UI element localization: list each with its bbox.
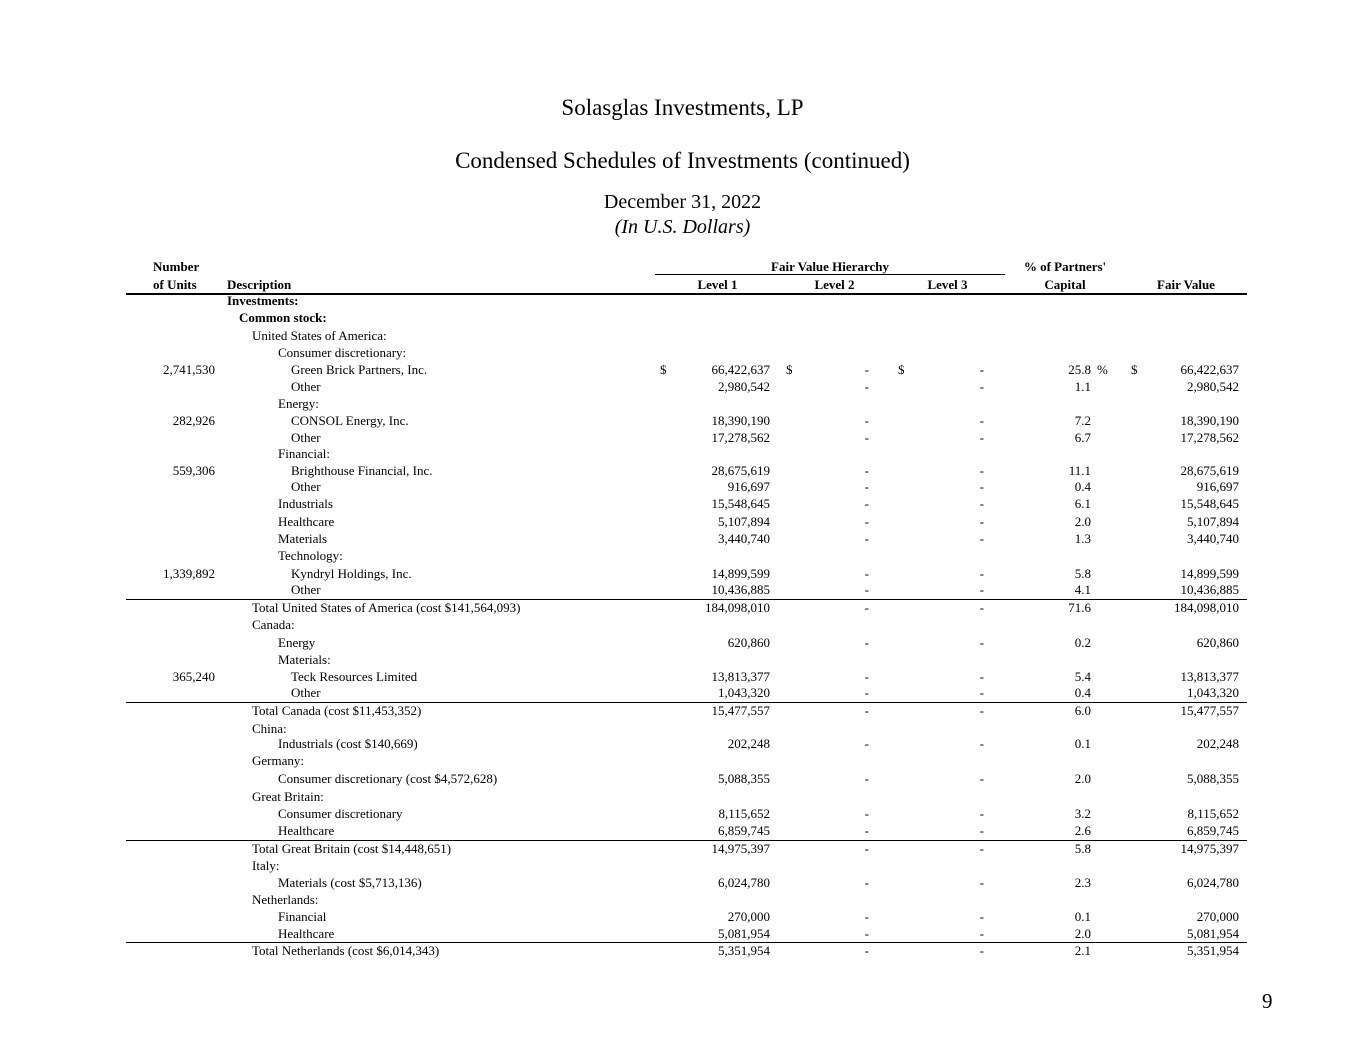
percent-sign: %	[1097, 362, 1108, 377]
description-cell: CONSOL Energy, Inc.	[291, 413, 409, 428]
table-row	[0, 616, 1365, 633]
level3-cell: -	[979, 841, 984, 856]
description-cell: Other	[291, 430, 321, 445]
table-row	[0, 874, 1365, 891]
table-row	[0, 395, 1365, 412]
description-cell: Financial:	[278, 446, 330, 461]
table-row	[0, 429, 1365, 446]
pct-capital-cell: 6.1	[1074, 496, 1091, 511]
table-row	[0, 378, 1365, 395]
description-cell: Brighthouse Financial, Inc.	[291, 463, 433, 478]
fair-value-cell: 18,390,190	[1180, 413, 1239, 428]
level3-cell: -	[979, 736, 984, 751]
level1-cell: 202,248	[727, 736, 770, 751]
level1-cell: 6,024,780	[718, 875, 770, 890]
level2-cell: -	[864, 582, 869, 597]
level1-cell: 1,043,320	[718, 685, 770, 700]
table-row	[0, 942, 1365, 959]
description-cell: Consumer discretionary:	[278, 345, 407, 360]
fair-value-cell: 6,859,745	[1187, 823, 1239, 838]
fair-value-cell: 1,043,320	[1187, 685, 1239, 700]
table-row	[0, 752, 1365, 769]
level3-cell: -	[979, 566, 984, 581]
level2-cell: -	[864, 926, 869, 941]
level3-cell: -	[979, 413, 984, 428]
pct-capital-cell: 7.2	[1074, 413, 1091, 428]
level1-cell: 3,440,740	[718, 531, 770, 546]
level2-cell: -	[864, 823, 869, 838]
description-cell: Other	[291, 685, 321, 700]
table-row	[0, 581, 1365, 598]
fair-value-cell: 5,088,355	[1187, 771, 1239, 786]
pct-capital-cell: 0.2	[1074, 635, 1091, 650]
level1-cell: 17,278,562	[711, 430, 770, 445]
level1-cell: 5,107,894	[718, 514, 770, 529]
level2-cell: -	[864, 496, 869, 511]
level2-cell: -	[864, 771, 869, 786]
units-cell: 559,306	[172, 463, 215, 478]
description-cell: Healthcare	[278, 514, 335, 529]
table-row	[0, 925, 1365, 942]
report-title: Condensed Schedules of Investments (continued)	[455, 148, 910, 173]
fair-value-cell: 14,975,397	[1180, 841, 1239, 856]
level1-cell: 10,436,885	[711, 582, 770, 597]
pct-capital-cell: 0.1	[1074, 736, 1091, 751]
table-row	[0, 822, 1365, 839]
level2-cell: -	[864, 514, 869, 529]
fair-value-cell: 3,440,740	[1187, 531, 1239, 546]
table-row	[0, 513, 1365, 530]
description-cell: Total United States of America (cost $141,564,093)	[252, 600, 521, 615]
fair-value-cell: 15,548,645	[1180, 496, 1239, 511]
report-date: December 31, 2022	[603, 191, 762, 213]
fair-value-cell: 620,860	[1196, 635, 1239, 650]
level1-cell: 13,813,377	[711, 669, 770, 684]
table-row	[0, 361, 1365, 378]
table-row	[0, 857, 1365, 874]
level2-cell: -	[864, 736, 869, 751]
level3-cell: -	[979, 703, 984, 718]
level3-cell: -	[979, 463, 984, 478]
level1-cell: 18,390,190	[711, 413, 770, 428]
description-cell: Consumer discretionary (cost $4,572,628)	[278, 771, 498, 786]
table-row	[0, 412, 1365, 429]
level2-cell: -	[864, 566, 869, 581]
level2-cell: -	[864, 703, 869, 718]
table-row	[0, 908, 1365, 925]
table-row	[0, 651, 1365, 668]
table-row	[0, 292, 1365, 309]
fair-value-cell: 66,422,637	[1180, 362, 1239, 377]
pct-capital-cell: 5.8	[1074, 841, 1091, 856]
level3-cell: -	[979, 430, 984, 445]
header-level2: Level 2	[814, 277, 855, 292]
level3-cell: -	[979, 926, 984, 941]
fair-value-cell: 5,107,894	[1187, 514, 1239, 529]
description-cell: China:	[252, 721, 287, 736]
dollar-sign: $	[660, 362, 667, 377]
header-level3: Level 3	[927, 277, 968, 292]
header-description: Description	[227, 277, 292, 292]
level1-cell: 620,860	[727, 635, 770, 650]
total-rule-canada	[126, 702, 1247, 703]
level2-cell: -	[864, 943, 869, 958]
description-cell: Teck Resources Limited	[291, 669, 418, 684]
fair-value-cell: 14,899,599	[1180, 566, 1239, 581]
description-cell: Financial	[278, 909, 327, 924]
pct-capital-cell: 0.4	[1074, 685, 1091, 700]
fair-value-cell: 5,351,954	[1187, 943, 1239, 958]
pct-capital-cell: 2.3	[1074, 875, 1091, 890]
pct-capital-cell: 4.1	[1074, 582, 1091, 597]
level3-cell: -	[979, 496, 984, 511]
level3-cell: -	[979, 531, 984, 546]
level3-cell: -	[979, 669, 984, 684]
pct-capital-cell: 1.3	[1074, 531, 1091, 546]
level2-cell: -	[864, 413, 869, 428]
level1-cell: 14,899,599	[711, 566, 770, 581]
level3-cell: -	[979, 362, 984, 377]
description-cell: Consumer discretionary	[278, 806, 403, 821]
header-pct-partners: % of Partners'	[1023, 259, 1107, 274]
level1-cell: 6,859,745	[718, 823, 770, 838]
table-row	[0, 634, 1365, 651]
description-cell: Energy	[278, 635, 316, 650]
description-cell: United States of America:	[252, 328, 387, 343]
description-cell: Industrials (cost $140,669)	[278, 736, 418, 751]
level1-cell: 5,081,954	[718, 926, 770, 941]
total-rule-netherlands	[126, 942, 1247, 943]
pct-capital-cell: 5.4	[1074, 669, 1091, 684]
units-cell: 2,741,530	[163, 362, 215, 377]
fair-value-cell: 15,477,557	[1180, 703, 1239, 718]
description-cell: Energy:	[278, 396, 319, 411]
pct-capital-cell: 0.1	[1074, 909, 1091, 924]
fair-value-cell: 13,813,377	[1180, 669, 1239, 684]
units-cell: 365,240	[172, 669, 215, 684]
company-name: Solasglas Investments, LP	[561, 95, 804, 120]
header-capital: Capital	[1044, 277, 1086, 292]
description-cell: Materials	[278, 531, 328, 546]
pct-capital-cell: 6.7	[1074, 430, 1091, 445]
table-row	[0, 805, 1365, 822]
header-number: Number	[153, 259, 200, 274]
fair-value-cell: 8,115,652	[1187, 806, 1239, 821]
description-cell: Healthcare	[278, 926, 335, 941]
description-cell: Germany:	[252, 753, 304, 768]
units-cell: 282,926	[172, 413, 215, 428]
level3-cell: -	[979, 685, 984, 700]
description-cell: Other	[291, 379, 321, 394]
level2-cell: -	[864, 635, 869, 650]
table-row	[0, 702, 1365, 719]
level2-cell: -	[864, 479, 869, 494]
fair-value-cell: 202,248	[1196, 736, 1239, 751]
pct-capital-cell: 2.6	[1074, 823, 1091, 838]
table-row	[0, 344, 1365, 361]
pct-capital-cell: 25.8	[1068, 362, 1091, 377]
fair-value-cell: 2,980,542	[1187, 379, 1239, 394]
level1-cell: 2,980,542	[718, 379, 770, 394]
header-level1: Level 1	[697, 277, 738, 292]
pct-capital-cell: 2.1	[1074, 943, 1091, 958]
level1-cell: 15,477,557	[711, 703, 770, 718]
level3-cell: -	[979, 600, 984, 615]
pct-capital-cell: 1.1	[1074, 379, 1091, 394]
hierarchy-underline	[655, 274, 1005, 275]
pct-capital-cell: 11.1	[1068, 463, 1091, 478]
table-row	[0, 668, 1365, 685]
table-row	[0, 788, 1365, 805]
table-row	[0, 735, 1365, 752]
level3-cell: -	[979, 823, 984, 838]
level2-cell: -	[864, 531, 869, 546]
level3-cell: -	[979, 943, 984, 958]
level2-cell: -	[864, 806, 869, 821]
description-cell: Italy:	[252, 858, 280, 873]
description-cell: Materials (cost $5,713,136)	[278, 875, 422, 890]
table-row	[0, 770, 1365, 787]
level1-cell: 14,975,397	[711, 841, 770, 856]
table-row	[0, 445, 1365, 462]
level1-cell: 270,000	[727, 909, 770, 924]
pct-capital-cell: 2.0	[1074, 514, 1091, 529]
description-cell: Investments:	[227, 293, 299, 308]
fair-value-cell: 270,000	[1196, 909, 1239, 924]
description-cell: Other	[291, 582, 321, 597]
total-rule-great-britain	[126, 840, 1247, 841]
description-cell: Green Brick Partners, Inc.	[291, 362, 428, 377]
table-row	[0, 495, 1365, 512]
level1-cell: 5,351,954	[718, 943, 770, 958]
table-row	[0, 327, 1365, 344]
pct-capital-cell: 71.6	[1068, 600, 1091, 615]
header-fair-value-hierarchy: Fair Value Hierarchy	[771, 259, 889, 274]
level1-cell: 5,088,355	[718, 771, 770, 786]
table-row	[0, 891, 1365, 908]
description-cell: Netherlands:	[252, 892, 319, 907]
level2-cell: -	[864, 600, 869, 615]
description-cell: Healthcare	[278, 823, 335, 838]
level1-cell: 8,115,652	[718, 806, 770, 821]
table-row	[0, 684, 1365, 701]
pct-capital-cell: 0.4	[1074, 479, 1091, 494]
level1-cell: 184,098,010	[705, 600, 770, 615]
level2-cell: -	[864, 875, 869, 890]
level2-cell: -	[864, 909, 869, 924]
level2-cell: -	[864, 379, 869, 394]
level3-cell: -	[979, 582, 984, 597]
description-cell: Technology:	[278, 548, 343, 563]
level3-cell: -	[979, 875, 984, 890]
table-row	[0, 599, 1365, 616]
total-rule-usa	[126, 599, 1247, 600]
table-row	[0, 530, 1365, 547]
fair-value-cell: 5,081,954	[1187, 926, 1239, 941]
fair-value-cell: 184,098,010	[1174, 600, 1239, 615]
units-cell: 1,339,892	[163, 566, 215, 581]
pct-capital-cell: 6.0	[1074, 703, 1091, 718]
fair-value-cell: 10,436,885	[1180, 582, 1239, 597]
level3-cell: -	[979, 909, 984, 924]
level2-cell: -	[864, 463, 869, 478]
fair-value-cell: 916,697	[1196, 479, 1239, 494]
page-number: 9	[1262, 989, 1273, 1013]
pct-capital-cell: 2.0	[1074, 926, 1091, 941]
description-cell: Total Canada (cost $11,453,352)	[252, 703, 422, 718]
level2-cell: -	[864, 685, 869, 700]
table-row	[0, 309, 1365, 326]
level3-cell: -	[979, 479, 984, 494]
table-row	[0, 840, 1365, 857]
pct-capital-cell: 3.2	[1074, 806, 1091, 821]
description-cell: Total Netherlands (cost $6,014,343)	[252, 943, 440, 958]
level2-cell: -	[864, 362, 869, 377]
level3-cell: -	[979, 806, 984, 821]
level3-cell: -	[979, 771, 984, 786]
header-of-units: of Units	[153, 277, 197, 292]
dollar-sign: $	[1131, 362, 1138, 377]
dollar-sign: $	[898, 362, 905, 377]
description-cell: Other	[291, 479, 321, 494]
pct-capital-cell: 5.8	[1074, 566, 1091, 581]
dollar-sign: $	[786, 362, 793, 377]
level1-cell: 28,675,619	[711, 463, 770, 478]
level1-cell: 916,697	[727, 479, 770, 494]
fair-value-cell: 17,278,562	[1180, 430, 1239, 445]
description-cell: Total Great Britain (cost $14,448,651)	[252, 841, 452, 856]
pct-capital-cell: 2.0	[1074, 771, 1091, 786]
description-cell: Materials:	[278, 652, 331, 667]
currency-note: (In U.S. Dollars)	[614, 216, 751, 238]
description-cell: Great Britain:	[252, 789, 324, 804]
level2-cell: -	[864, 841, 869, 856]
level1-cell: 66,422,637	[711, 362, 770, 377]
level3-cell: -	[979, 514, 984, 529]
table-row	[0, 478, 1365, 495]
description-cell: Industrials	[278, 496, 333, 511]
fair-value-cell: 28,675,619	[1180, 463, 1239, 478]
fair-value-cell: 6,024,780	[1187, 875, 1239, 890]
level2-cell: -	[864, 430, 869, 445]
table-row	[0, 547, 1365, 564]
table-row	[0, 462, 1365, 479]
description-cell: Common stock:	[239, 310, 327, 325]
level3-cell: -	[979, 379, 984, 394]
description-cell: Kyndryl Holdings, Inc.	[291, 566, 412, 581]
level1-cell: 15,548,645	[711, 496, 770, 511]
header-fair-value: Fair Value	[1157, 277, 1215, 292]
table-row	[0, 565, 1365, 582]
level3-cell: -	[979, 635, 984, 650]
description-cell: Canada:	[252, 617, 295, 632]
level2-cell: -	[864, 669, 869, 684]
